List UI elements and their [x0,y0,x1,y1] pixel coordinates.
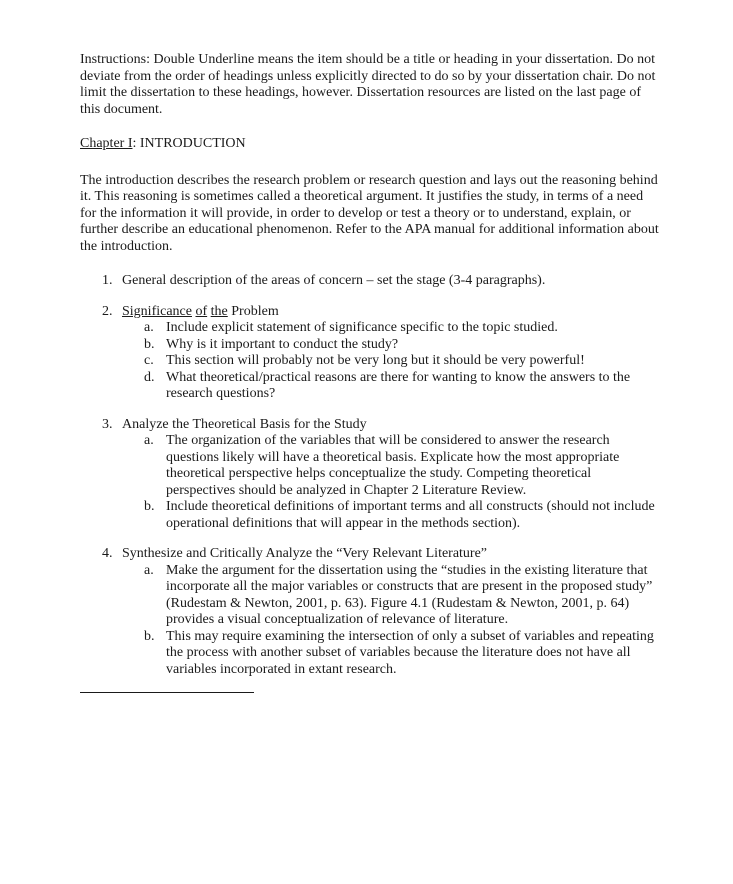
item-number: 3. [102,416,113,432]
outline-item-1 [80,273,660,290]
sub-item-letter: b. [144,628,155,644]
sub-item [122,353,660,370]
outline-item-3 [80,417,660,533]
sub-item-text: This section will probably not be very long but it should be very powerful! [166,353,585,368]
chapter-label: Chapter I [80,136,133,151]
item-number: 2. [102,303,113,319]
chapter-heading [80,136,660,153]
footnote-separator [80,692,254,693]
outline-item-4 [80,546,660,678]
item-title: Significance of the Problem [122,303,279,319]
sub-item [122,337,660,354]
instructions-paragraph: Instructions: Double Underline means the item should be a title or heading in your dissertation. Do not deviate from the order of headings unless explicitly directed to do so by your dissertation chair. Do not limit the dissertation to these headings, however. Dissertation resources are listed on the last page of this document. [80,52,656,117]
item-number: 1. [102,273,113,288]
item-title: General description of the areas of concern – set the stage (3-4 paragraphs). [122,273,546,288]
sub-list [122,563,660,679]
item-title: Analyze the Theoretical Basis for the Study [122,416,367,432]
title-word-of: of [195,303,208,319]
document-page [80,52,660,693]
sub-item [122,563,660,629]
introduction-paragraph: The introduction describes the research problem or research question and lays out the reasoning behind it. This reasoning is sometimes called a theoretical argument. It justifies the study, in terms of a need for the information it will provide, in order to develop or test a theory or to understand, explain, or further describe an educational phenomenon. Refer to the APA manual for additional information about the introduction. [80,172,659,254]
title-word-significance: Significance [122,303,192,319]
sub-item-letter: d. [144,369,155,385]
sub-item-letter: b. [144,336,155,352]
sub-item [122,320,660,337]
item-number: 4. [102,546,113,561]
sub-item [122,370,660,403]
sub-list [122,433,660,532]
sub-item-text: The organization of the variables that will be considered to answer the research questions likely will have a theoretical basis. Explicate how the most appropriate theoretical perspective helps conceptualize the study. Competing theoretical perspectives should be analyzed in Chapter 2 Literature Review. [166,433,620,498]
sub-item-letter: a. [144,562,154,578]
chapter-title: : INTRODUCTION [132,136,246,151]
sub-list [122,320,660,403]
sub-item-text: Include explicit statement of significance specific to the topic studied. [166,320,558,335]
sub-item-letter: a. [144,320,154,335]
item-title: Synthesize and Critically Analyze the “Very Relevant Literature” [122,546,488,561]
sub-item [122,499,660,532]
sub-item [122,629,660,679]
sub-item-letter: b. [144,499,155,514]
sub-item-letter: c. [144,353,154,368]
outline-item-2 [80,304,660,403]
sub-item-text: Include theoretical definitions of important terms and all constructs (should not include operational definitions that will appear in the methods section). [166,499,655,531]
sub-item-text: Make the argument for the dissertation using the “studies in the existing literature that incorporate all the major variables or constructs that are present in the proposed study” (Rudestam & Newton, 2001, p. 63). Figure 4.1 (Rudestam & Newton, 2001, p. 64) provides a visual conceptualization of relevance of literature. [166,562,653,627]
sub-item [122,433,660,499]
sub-item-text: What theoretical/practical reasons are there for wanting to know the answers to the research questions? [166,369,631,401]
sub-item-text: This may require examining the intersection of only a subset of variables and repeating the process with another subset of variables because the literature does not have all variables incorporated in extant research. [166,628,654,677]
sub-item-text: Why is it important to conduct the study? [166,336,399,352]
title-word-the: the [210,303,228,319]
outline-list [80,273,660,678]
sub-item-letter: a. [144,433,154,448]
